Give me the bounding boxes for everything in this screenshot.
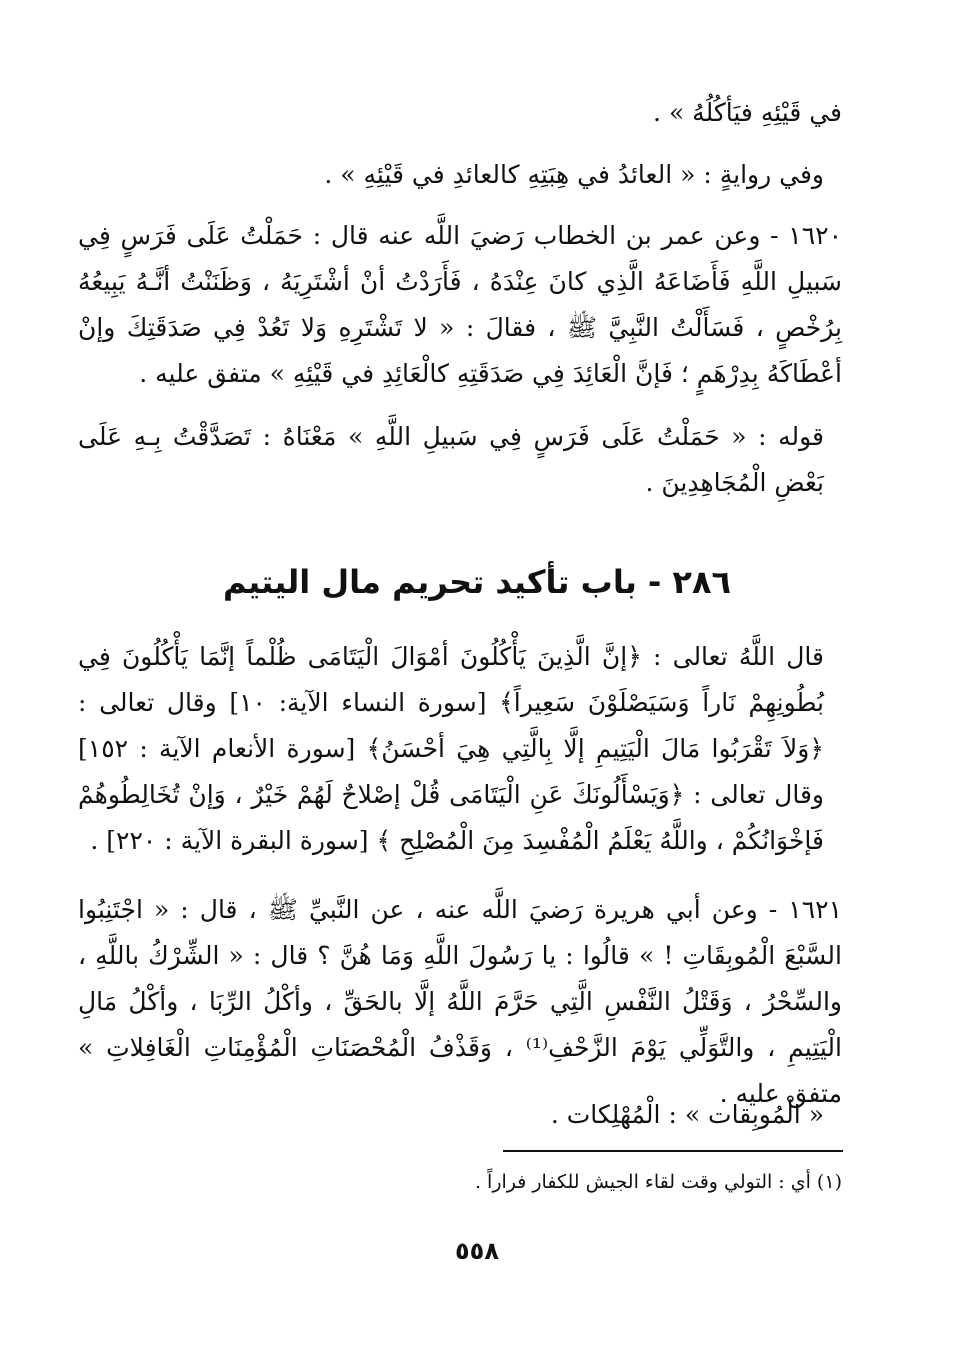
hadith-1621-explanation: « الْمُوبِقات » : الْمُهْلِكات . (550, 1100, 824, 1129)
hadith-1620: ١٦٢٠ - وعن عمر بن الخطاب رَضيَ اللَّه عنه قال : حَمَلْتُ عَلَى فَرَسٍ فِي سَبيلِ اللَّهِ فَأَضَاعَهُ الَّذِي كانَ عِنْدَهُ ، فَأَرَدْتُ أنْ أشْتَرِيَهُ ، وَظَنَنْتُ أنَّـهُ يَبِيعُهُ بِرُخْصٍ ، فَسَأَلْتُ النَّبِيَّ ﷺ ، فقالَ : « لا تَشْتَرِهِ وَلا تَعُدْ فِي صَدَقَتِكَ وإنْ أعْطَاكَهُ بِدِرْهَمٍ ؛ فَإنَّ الْعَائِدَ فِي صَدَقَتِهِ كالْعَائِدِ في قَيْئِهِ » متفق عليه . (78, 221, 843, 388)
page-number: ٥٥٨ (455, 1237, 499, 1265)
riwaya-line: وفي روايةٍ : « العائدُ في هِبَتِهِ كالعائدِ في قَيْئِهِ » . (324, 160, 824, 189)
hadith-1620-explanation: قوله : « حَمَلْتُ عَلَى فَرَسٍ فِي سَبيلِ اللَّهِ » مَعْنَاهُ : تَصَدَّقْتُ بِـهِ عَلَى بَعْضِ الْمُجَاهِدِينَ . (78, 422, 824, 497)
continuation-line: في قَيْئِهِ فيَأكُلُهُ » . (653, 98, 842, 127)
quran-verses: قال اللَّهُ تعالى : ﴿إنَّ الَّذِينَ يَأْكُلُونَ أمْوَالَ الْيَتَامَى ظُلْماً إنَّمَا يَأْكُلُونَ فِي بُطُونِهِمْ نَاراً وَسَيَصْلَوْنَ سَعِيراً﴾ [سورة النساء الآية: ١٠] وقال تعالى : ﴿وَلاَ تَقْرَبُوا مَالَ الْيَتِيمِ إلَّا بِالَّتِي هِيَ أحْسَنُ﴾ [سورة الأنعام الآية : ١٥٢] وقال تعالى : ﴿وَيَسْأَلُونَكَ عَنِ الْيَتَامَى قُلْ إصْلاحٌ لَهُمْ خَيْرٌ ، وَإنْ تُخَالِطُوهُمْ فَإخْوَانُكُمْ ، واللَّهُ يَعْلَمُ الْمُفْسِدَ مِنَ الْمُصْلِحِ ﴾ [سورة البقرة الآية : ٢٢٠] . (78, 642, 824, 855)
chapter-heading: ٢٨٦ - باب تأكيد تحريم مال اليتيم (222, 563, 732, 601)
footnote-divider (503, 1150, 843, 1152)
hadith-1621: ١٦٢١ - وعن أبي هريرة رَضيَ اللَّه عنه ، عن النَّبيِّ ﷺ ، قال : « اجْتَنِبُوا السَّبْعَ الْمُوبِقَاتِ ! » قالُوا : يا رَسُولَ اللَّهِ وَمَا هُنَّ ؟ قال : « الشِّرْكُ باللَّهِ ، والسِّحْرُ ، وَقَتْلُ النَّفْسِ الَّتِي حَرَّمَ اللَّهُ إلَّا بالحَقِّ ، وأكْلُ الرِّبَا ، وأكْلُ مَالِ الْيَتِيمِ ، والتَّوَلِّي يَوْمَ الزَّحْفِ⁽¹⁾ ، وَقَذْفُ الْمُحْصَنَاتِ الْمُؤْمِنَاتِ الْغَافِلاتِ » متفق عليه . (78, 895, 842, 1108)
footnote: (١) أي : التولي وقت لقاء الجيش للكفار فراراً . (474, 1171, 842, 1193)
